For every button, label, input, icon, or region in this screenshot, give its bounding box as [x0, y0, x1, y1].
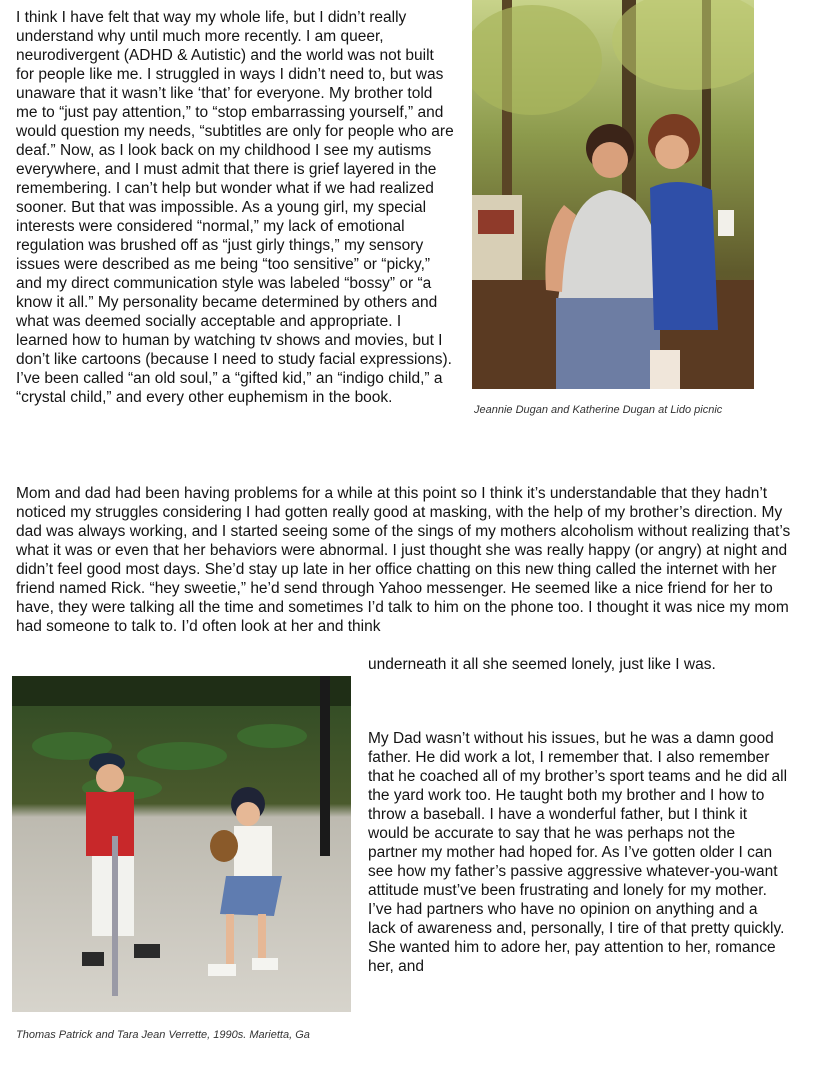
picnic-photo-image	[472, 0, 754, 389]
parents-paragraph: Mom and dad had been having problems for a while at this point so I think it’s understandable that they hadn’t noticed my struggles considering I had gotten really good at masking, with the help of my brother’s direction. My dad was always working, and I started seeing some of the sings of my mothers alcoholism without realizing that’s what it was or even that her behaviors were abnormal. I just thought she was really happy (or angry) at night and didn’t feel good most days. She’d stay up late in her office chatting on this new thing called the internet with her friend named Rick. “hey sweetie,” he’d send through Yahoo messenger. He seemed like a nice friend for her to have, they were talking all the time and sometimes I’d talk to him on the phone too. I thought it was nice my mom had someone to talk to. I’d often look at her and think	[16, 485, 791, 635]
picnic-photo-caption: Jeannie Dugan and Katherine Dugan at Lido picnic	[474, 404, 723, 416]
baseball-photo-image	[12, 676, 351, 1012]
picnic-photo	[472, 0, 754, 389]
dad-paragraph: My Dad wasn’t without his issues, but he was a damn good father. He did work a lot, I remember that. I also remember that he coached all of my brother’s sport teams and he did all the yard work too. He taught both my brother and I how to throw a baseball. I have a wonderful father, but I think it would be accurate to say that he was perhaps not the partner my mother had hoped for. As I’ve gotten older I can see how my father’s passive aggressive whatever-you-want attitude must’ve been frustrating and lonely for my mother. I’ve had partners who have no opinion on anything and a lack of awareness and, personally, I tire of that pretty quickly. She wanted him to adore her, pay attention to her, romance her, and	[368, 730, 788, 975]
baseball-photo	[12, 676, 351, 1012]
baseball-photo-caption: Thomas Patrick and Tara Jean Verrette, 1990s. Marietta, Ga	[16, 1029, 310, 1041]
parents-paragraph-continued: underneath it all she seemed lonely, just like I was.	[368, 656, 716, 673]
intro-paragraph: I think I have felt that way my whole life, but I didn’t really understand why until much more recently. I am queer, neurodivergent (ADHD & Autistic) and the world was not built for people like me. I struggled in ways I didn’t need to, but was unaware that it wasn’t like ‘that’ for everyone. My brother told me to “just pay attention,” to “stop embarrassing yourself,” and would question my needs, “subtitles are only for people who are deaf.” Now, as I look back on my childhood I see my autisms everywhere, and I must admit that there is grief layered in the remembering. I can’t help but wonder what if we had realized sooner. But that was impossible. As a young girl, my special interests were considered “normal,” my lack of emotional regulation was brushed off as “just girly things,” my sensory issues were described as me being “too sensitive” or “picky,” and my direct communication style was labeled “bossy” or “a know it all.” My personality became determined by others and what was deemed socially acceptable and appropriate. I learned how to human by watching tv shows and movies, but I don’t like cartoons (because I need to study facial expressions). I’ve been called “an old soul,” a “gifted kid,” an “indigo child,” a “crystal child,” and every other euphemism in the book.	[16, 9, 454, 406]
